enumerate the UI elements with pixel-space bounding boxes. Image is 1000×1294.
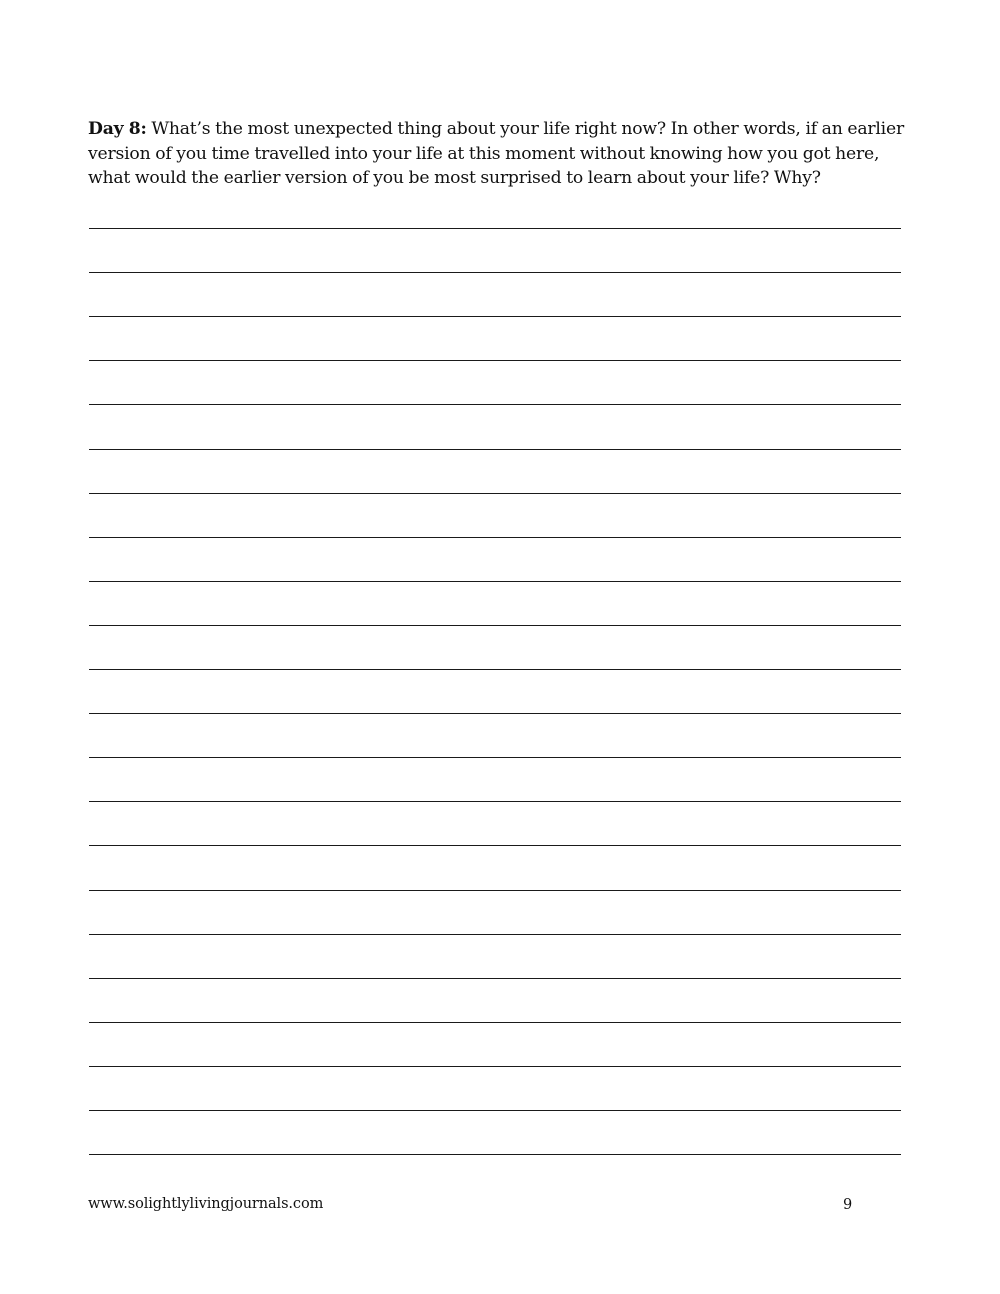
writing-line	[89, 1066, 901, 1067]
writing-line	[89, 757, 901, 758]
day-label: Day 8:	[88, 119, 147, 139]
writing-line	[89, 890, 901, 891]
prompt-question: What’s the most unexpected thing about your life right now? In other words, if an earlier version of you time travelled into your life at this moment without knowing how you got here, what would the earlier version of you be most surprised to learn about your life? Why?	[88, 119, 904, 188]
writing-line	[89, 449, 901, 450]
writing-area	[89, 0, 901, 1294]
writing-line	[89, 1110, 901, 1111]
writing-line	[89, 934, 901, 935]
writing-line	[89, 272, 901, 273]
writing-line	[89, 669, 901, 670]
writing-line	[89, 493, 901, 494]
writing-line	[89, 581, 901, 582]
writing-line	[89, 713, 901, 714]
writing-line	[89, 360, 901, 361]
page-number: 9	[843, 1197, 853, 1213]
writing-line	[89, 316, 901, 317]
footer-website: www.solightlylivingjournals.com	[88, 1196, 324, 1212]
writing-line	[89, 537, 901, 538]
writing-line	[89, 228, 901, 229]
writing-line	[89, 845, 901, 846]
writing-line	[89, 801, 901, 802]
writing-line	[89, 625, 901, 626]
writing-line	[89, 1022, 901, 1023]
writing-line	[89, 1154, 901, 1155]
writing-line	[89, 978, 901, 979]
writing-line	[89, 404, 901, 405]
